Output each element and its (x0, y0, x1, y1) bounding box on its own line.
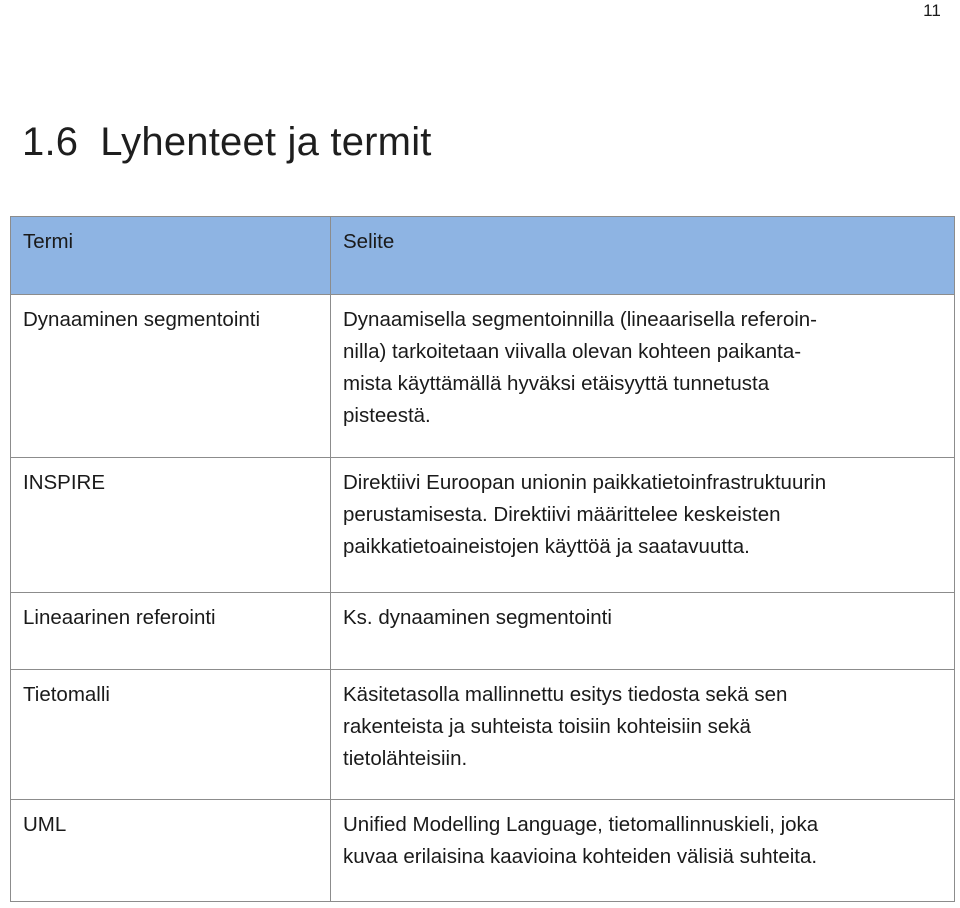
description-line: nilla) tarkoitetaan viivalla olevan kohteen paikanta- (343, 340, 802, 363)
description-cell (331, 458, 955, 593)
description-line: tietolähteisiin. (343, 747, 468, 770)
description-cell (331, 670, 955, 800)
table-row (11, 458, 955, 593)
description-cell (331, 593, 955, 670)
page-number: 11 (923, 1, 941, 20)
term-cell: Tietomalli (11, 670, 331, 800)
description-cell (331, 295, 955, 458)
section-heading (22, 114, 432, 170)
description-line: mista käyttämällä hyväksi etäisyyttä tunnetusta (343, 372, 770, 395)
description-line: kuvaa erilaisina kaavioina kohteiden välisiä suhteita. (343, 845, 818, 868)
term-cell: UML (11, 800, 331, 902)
description-line: Dynaamisella segmentoinnilla (lineaarisella referoin- (343, 308, 818, 331)
table-row (11, 593, 955, 670)
description-line: rakenteista ja suhteista toisiin kohteisiin sekä (343, 715, 751, 738)
description-line: perustamisesta. Direktiivi määrittelee keskeisten (343, 503, 781, 526)
term-cell: Lineaarinen referointi (11, 593, 331, 670)
header-term: Termi (11, 217, 331, 295)
term-cell: INSPIRE (11, 458, 331, 593)
description-line: pisteestä. (343, 404, 431, 427)
description-line: Ks. dynaaminen segmentointi (343, 606, 612, 629)
table-row (11, 670, 955, 800)
header-description: Selite (331, 217, 955, 295)
description-line: Direktiivi Euroopan unionin paikkatietoinfrastruktuurin (343, 471, 827, 494)
table-row (11, 295, 955, 458)
term-cell: Dynaaminen segmentointi (11, 295, 331, 458)
description-cell (331, 800, 955, 902)
terms-table (10, 216, 955, 902)
table-row (11, 800, 955, 902)
description-line: paikkatietoaineistojen käyttöä ja saatavuutta. (343, 535, 750, 558)
section-title: Lyhenteet ja termit (100, 120, 432, 164)
table-header-row (11, 217, 955, 295)
section-number: 1.6 (22, 120, 79, 164)
description-line: Unified Modelling Language, tietomallinnuskieli, joka (343, 813, 819, 836)
description-line: Käsitetasolla mallinnettu esitys tiedosta sekä sen (343, 683, 788, 706)
